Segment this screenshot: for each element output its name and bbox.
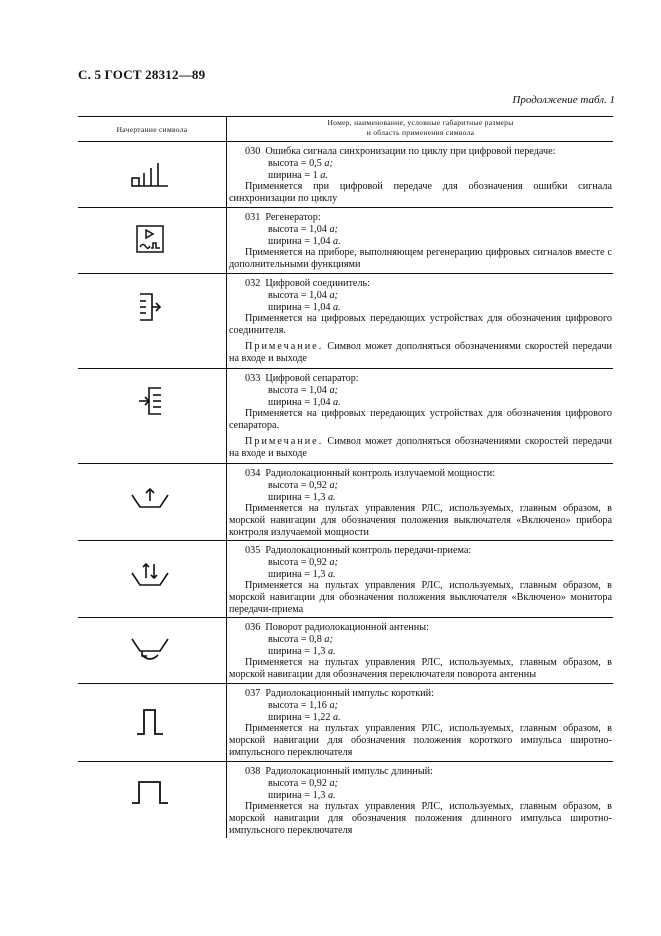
entry-width: ширина = 1,04 <box>268 396 334 408</box>
table-row-036 <box>229 622 612 681</box>
entry-width-unit: а. <box>327 491 336 503</box>
table-header-rule <box>78 141 613 142</box>
entry-height: высота = 1,04 <box>268 223 330 235</box>
table-row-037 <box>229 688 612 759</box>
entry-width-unit: а. <box>333 301 341 313</box>
column-header-description <box>228 118 613 141</box>
entry-height: высота = 0,92 <box>268 479 330 491</box>
entry-title: Регенератор: <box>265 212 321 223</box>
entry-height-unit: а; <box>329 777 338 789</box>
entry-width: ширина = 1,3 <box>268 789 328 801</box>
entry-description: Применяется на цифровых передающих устройствах для обозначения цифрового соединителя. <box>229 313 612 337</box>
row-divider <box>78 273 613 274</box>
entry-number: 031 <box>245 212 261 223</box>
entry-width-unit: а. <box>327 645 336 657</box>
antenna-rotation-icon <box>110 632 190 666</box>
entry-description: Применяется на пультах управления РЛС, используемых, главным образом, в морской навигации для обозначения положения выключателя «Включено» прибора контроля излучаемой мощности <box>229 503 612 538</box>
entry-number: 033 <box>245 373 261 384</box>
column-header-line: и область применения символа <box>366 128 475 137</box>
sync-error-icon <box>110 154 190 194</box>
entry-description: Применяется на цифровых передающих устройствах для обозначения цифрового сепаратора. <box>229 408 612 432</box>
entry-width: ширина = 1,04 <box>268 301 334 313</box>
radar-tx-rx-control-icon <box>110 558 190 592</box>
entry-number: 038 <box>245 766 261 777</box>
entry-description: Применяется на пультах управления РЛС, используемых, главным образом, в морской навигации для обозначения положения выключателя «Включено» монитора передачи-приема <box>229 580 612 615</box>
entry-height-unit: а; <box>324 633 333 645</box>
entry-number: 036 <box>245 622 261 633</box>
table-row-035 <box>229 545 612 616</box>
row-divider <box>78 207 613 208</box>
entry-number: 034 <box>245 468 261 479</box>
table-row-031 <box>229 212 612 271</box>
column-header-line: Номер, наименование, условные габаритные размеры <box>327 118 514 127</box>
note-label: Примечание. <box>245 435 324 447</box>
digital-connector-icon <box>110 290 190 324</box>
entry-title: Радиолокационный контроль передачи-приема: <box>265 545 472 556</box>
entry-width: ширина = 1 <box>268 169 321 181</box>
table-top-rule <box>78 116 613 117</box>
entry-title: Радиолокационный импульс короткий: <box>265 688 434 699</box>
column-header-symbol: Начертание символа <box>116 125 188 134</box>
long-pulse-icon <box>110 775 190 809</box>
entry-width: ширина = 1,3 <box>268 568 328 580</box>
entry-number: 035 <box>245 545 261 556</box>
entry-height: высота = 0,92 <box>268 777 330 789</box>
table-continuation-label: Продолжение табл. 1 <box>512 94 615 106</box>
entry-description: Применяется на пультах управления РЛС, используемых, главным образом, в морской навигации для обозначения положения длинного импульса широтно-импульсного переключателя <box>229 801 612 836</box>
table-row-034 <box>229 468 612 539</box>
entry-description: Применяется при цифровой передаче для обозначения ошибки сигнала синхронизации по циклу <box>229 181 612 205</box>
table-row-038 <box>229 766 612 837</box>
table-row-032 <box>229 278 612 365</box>
entry-title: Радиолокационный контроль излучаемой мощности: <box>265 468 496 479</box>
note-label: Примечание. <box>245 340 324 352</box>
entry-height-unit: а; <box>329 699 338 711</box>
entry-height: высота = 0,92 <box>268 556 330 568</box>
entry-height: высота = 1,04 <box>268 289 330 301</box>
row-divider <box>78 617 613 618</box>
entry-width-unit: а. <box>333 235 341 247</box>
entry-height-unit: а; <box>324 157 333 169</box>
table-row-030 <box>229 146 612 205</box>
entry-description: Применяется на приборе, выполняющем регенерацию цифровых сигналов вместе с дополнительными функциями <box>229 247 612 271</box>
entry-title: Радиолокационный импульс длинный: <box>265 766 433 777</box>
entry-number: 030 <box>245 146 261 157</box>
page-header: С. 5 ГОСТ 28312—89 <box>78 67 206 82</box>
entry-width: ширина = 1,3 <box>268 645 328 657</box>
entry-title: Поворот радиолокационной антенны: <box>265 622 429 633</box>
row-divider <box>78 463 613 464</box>
entry-width-unit: а. <box>333 711 341 723</box>
entry-width: ширина = 1,3 <box>268 491 328 503</box>
entry-height: высота = 1,04 <box>268 384 330 396</box>
table-row-033 <box>229 373 612 460</box>
entry-width-unit: а. <box>333 396 341 408</box>
entry-height-unit: а; <box>329 479 338 491</box>
entry-height-unit: а; <box>329 223 338 235</box>
entry-width-unit: а. <box>327 568 336 580</box>
entry-height-unit: а; <box>329 384 338 396</box>
row-divider <box>78 540 613 541</box>
entry-height: высота = 0,8 <box>268 633 325 645</box>
entry-title: Ошибка сигнала синхронизации по циклу при цифровой передаче: <box>265 146 556 157</box>
table-column-divider <box>226 116 227 838</box>
entry-number: 037 <box>245 688 261 699</box>
entry-description: Применяется на пультах управления РЛС, используемых, главным образом, в морской навигации для обозначения переключателя поворота антенны <box>229 657 612 681</box>
note-text: Символ может дополняться обозначениями скоростей передачи на входе и выходе <box>229 435 612 459</box>
radar-power-control-icon <box>110 481 190 515</box>
entry-height: высота = 0,5 <box>268 157 325 169</box>
digital-separator-icon <box>110 384 190 418</box>
row-divider <box>78 683 613 684</box>
note-text: Символ может дополняться обозначениями скоростей передачи на входе и выходе <box>229 340 612 364</box>
entry-title: Цифровой соединитель: <box>265 278 371 289</box>
entry-width: ширина = 1,04 <box>268 235 334 247</box>
entry-width-unit: а. <box>327 789 336 801</box>
entry-height-unit: а; <box>329 556 338 568</box>
entry-description: Применяется на пультах управления РЛС, используемых, главным образом, в морской навигации для обозначения положения короткого импульса широтно-импульсного переключателя <box>229 723 612 758</box>
entry-width: ширина = 1,22 <box>268 711 334 723</box>
entry-number: 032 <box>245 278 261 289</box>
entry-width-unit: а. <box>320 169 328 181</box>
short-pulse-icon <box>110 702 190 742</box>
entry-height: высота = 1,16 <box>268 699 330 711</box>
entry-title: Цифровой сепаратор: <box>265 373 359 384</box>
row-divider <box>78 368 613 369</box>
row-divider <box>78 761 613 762</box>
regenerator-icon <box>110 219 190 259</box>
entry-height-unit: а; <box>329 289 338 301</box>
